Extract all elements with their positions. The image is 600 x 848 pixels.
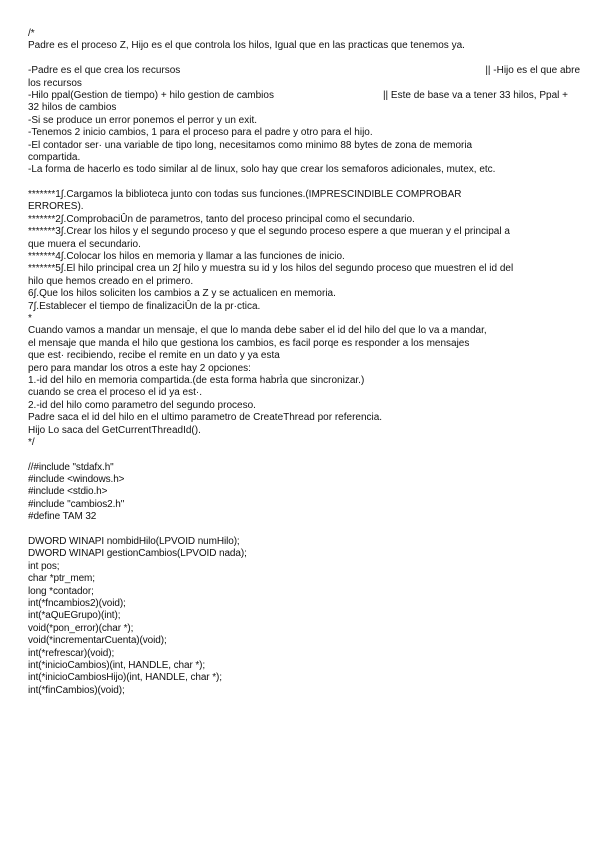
message-line: el mensaje que manda el hilo que gestiona los cambios, es facil porqe es responder a los mensajes xyxy=(28,337,470,349)
includes-block xyxy=(28,462,580,524)
message-line: 1.-id del hilo en memoria compartida.(de esta forma habrÌa que sincronizar.) xyxy=(28,374,365,386)
code-line: long *contador; xyxy=(28,585,94,597)
threads-right: || Este de base va a tener 33 hilos, Ppal + xyxy=(382,89,568,101)
step-line: que muera el secundario. xyxy=(28,238,141,250)
resources-row xyxy=(28,65,580,77)
code-line: void(*pon_error)(char *); xyxy=(28,622,134,634)
code-line: int(*refrescar)(void); xyxy=(28,647,115,659)
message-line: Padre saca el id del hilo en el ultimo parametro de CreateThread por referencia. xyxy=(28,412,383,424)
code-line: char *ptr_mem; xyxy=(28,573,95,585)
note-line: compartida. xyxy=(28,151,81,163)
spacer xyxy=(28,177,580,189)
threads-row xyxy=(28,90,580,102)
note-line: -La forma de hacerlo es todo similar al de linux, solo hay que crear los semaforos adicionales, mutex, etc. xyxy=(28,164,496,176)
note-line: -El contador ser· una variable de tipo long, necesitamos como minimo 88 bytes de zona de memoria xyxy=(28,139,473,151)
intro-line: Padre es el proceso Z, Hijo es el que controla los hilos, Igual que en las practicas que tenemos ya. xyxy=(28,40,465,52)
spacer xyxy=(28,449,580,461)
message-line: pero para mandar los otros a este hay 2 opciones: xyxy=(28,362,251,374)
code-line: DWORD WINAPI gestionCambios(LPVOID nada); xyxy=(28,548,247,560)
messaging-block xyxy=(28,325,580,449)
step-line: ERRORES). xyxy=(28,201,84,213)
note-line: -Si se produce un error ponemos el perror y un exit. xyxy=(28,114,257,126)
step-line: hilo que hemos creado en el primero. xyxy=(28,275,194,287)
code-line: void(*incrementarCuenta)(void); xyxy=(28,635,167,647)
code-line: #include <stdio.h> xyxy=(28,486,108,498)
step-line: *******2∫.ComprobaciÛn de parametros, tanto del proceso principal como el secundario. xyxy=(28,213,415,225)
code-line: int(*inicioCambios)(int, HANDLE, char *); xyxy=(28,659,206,671)
code-line: int(*finCambios)(void); xyxy=(28,684,125,696)
document-page xyxy=(28,28,580,697)
code-line: int pos; xyxy=(28,560,60,572)
code-line: //#include "stdafx.h" xyxy=(28,461,114,473)
message-line: Hijo Lo saca del GetCurrentThreadId(). xyxy=(28,424,201,436)
note-line: -Tenemos 2 inicio cambios, 1 para el proceso para el padre y otro para el hijo. xyxy=(28,127,373,139)
code-line: int(*fncambios2)(void); xyxy=(28,597,126,609)
steps-block xyxy=(28,189,580,325)
step-line: *******3∫.Crear los hilos y el segundo proceso y que el segundo proceso espere a que mueran y el principal a xyxy=(28,226,510,238)
declarations-block xyxy=(28,536,580,697)
code-line: int(*inicioCambiosHijo)(int, HANDLE, char *); xyxy=(28,672,222,684)
threads-left: -Hilo ppal(Gestion de tiempo) + hilo gestion de cambios xyxy=(28,89,274,101)
spacer xyxy=(28,53,580,65)
spacer xyxy=(28,524,580,536)
step-line: *******1∫.Cargamos la biblioteca junto con todas sus funciones.(IMPRESCINDIBLE COMPROBAR xyxy=(28,189,462,201)
resources-continuation: los recursos xyxy=(28,77,82,89)
code-line: #include <windows.h> xyxy=(28,474,125,486)
code-line: #define TAM 32 xyxy=(28,511,97,523)
threads-continuation: 32 hilos de cambios xyxy=(28,102,117,114)
step-line: * xyxy=(28,312,32,324)
comment-close: */ xyxy=(28,436,35,448)
code-line: int(*aQuEGrupo)(int); xyxy=(28,610,121,622)
step-line: 7∫.Establecer el tiempo de finalizaciÛn de la pr·ctica. xyxy=(28,300,261,312)
code-line: #include "cambios2.h" xyxy=(28,498,125,510)
step-line: *******5∫.El hilo principal crea un 2∫ hilo y muestra su id y los hilos del segundo proceso que muestren el id del xyxy=(28,263,514,275)
code-line: DWORD WINAPI nombidHilo(LPVOID numHilo); xyxy=(28,536,240,548)
resources-right: || -Hijo es el que abre xyxy=(485,65,580,77)
message-line: 2.-id del hilo como parametro del segundo proceso. xyxy=(28,399,256,411)
message-line: cuando se crea el proceso el id ya est·. xyxy=(28,387,202,399)
resources-left: -Padre es el que crea los recursos xyxy=(28,65,181,77)
message-line: que est· recibiendo, recibe el remite en un dato y ya esta xyxy=(28,350,280,362)
step-line: 6∫.Que los hilos soliciten los cambios a Z y se actualicen en memoria. xyxy=(28,288,336,300)
step-line: *******4∫.Colocar los hilos en memoria y llamar a las funciones de inicio. xyxy=(28,251,345,263)
message-line: Cuando vamos a mandar un mensaje, el que lo manda debe saber el id del hilo del que lo va a mandar, xyxy=(28,325,487,337)
notes-block xyxy=(28,115,580,177)
comment-open: /* xyxy=(28,28,35,39)
